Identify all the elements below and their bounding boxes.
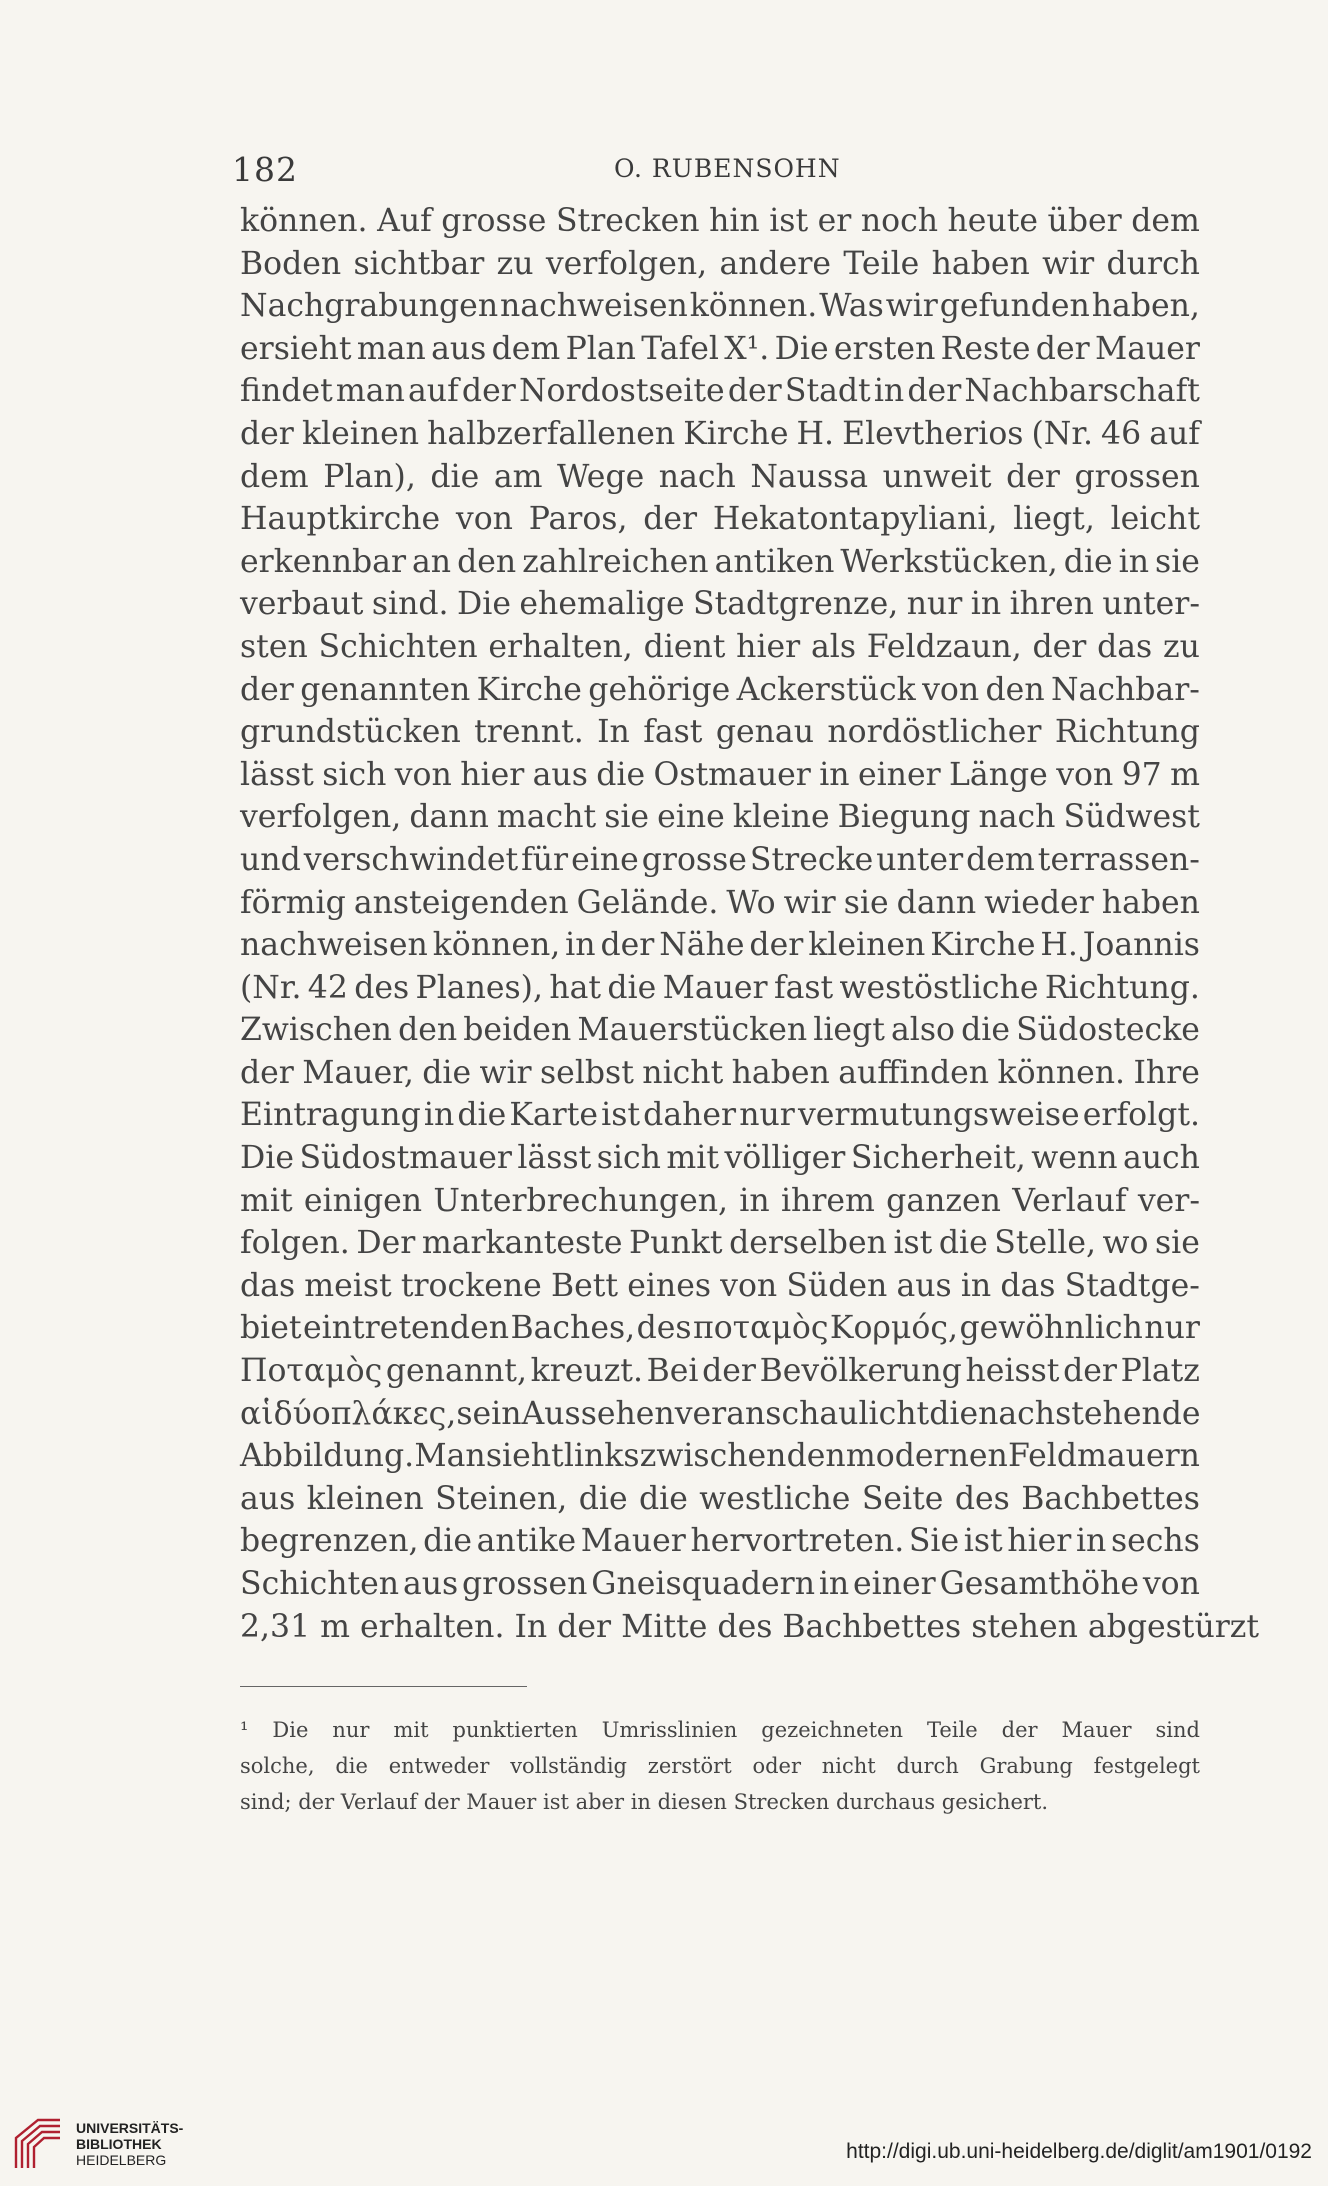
body-line: 2,31 m erhalten. In der Mitte des Bachbettes stehen abgestürzt xyxy=(240,1608,1260,1645)
body-line: folgen. Der markanteste Punkt derselben ist die Stelle, wo sie xyxy=(240,1225,1200,1262)
body-line: nachweisen können, in der Nähe der kleinen Kirche H. Joannis xyxy=(240,927,1200,964)
body-line: Ποταμὸς genannt, kreuzt. Bei der Bevölkerung heisst der Platz xyxy=(240,1353,1200,1390)
body-line: der Mauer, die wir selbst nicht haben auffinden können. Ihre xyxy=(240,1054,1200,1091)
running-head: O. RUBENSOHN xyxy=(614,154,841,183)
body-text xyxy=(240,200,1260,1648)
body-line: (Nr. 42 des Planes), hat die Mauer fast westöstliche Richtung. xyxy=(240,969,1200,1006)
body-line: sten Schichten erhalten, dient hier als Feldzaun, der das zu xyxy=(240,628,1200,665)
body-line: mit einigen Unterbrechungen, in ihrem ganzen Verlauf ver- xyxy=(240,1182,1200,1219)
body-line: verbaut sind. Die ehemalige Stadtgrenze, nur in ihren unter- xyxy=(240,586,1200,623)
library-emblem-icon xyxy=(12,2116,67,2171)
body-line: der genannten Kirche gehörige Ackerstück von den Nachbar- xyxy=(240,671,1200,708)
body-line: Schichten aus grossen Gneisquadern in einer Gesamthöhe von xyxy=(240,1566,1200,1602)
body-line: erkennbar an den zahlreichen antiken Werkstücken, die in sie xyxy=(240,543,1200,580)
body-line: aus kleinen Steinen, die die westliche Seite des Bachbettes xyxy=(240,1480,1200,1517)
body-line: können. Auf grosse Strecken hin ist er noch heute über dem xyxy=(240,203,1200,239)
body-line: Boden sichtbar zu verfolgen, andere Teile haben wir durch xyxy=(240,245,1200,282)
body-line: ersieht man aus dem Plan Tafel X¹. Die ersten Reste der Mauer xyxy=(240,330,1200,367)
footnote-line: ¹ Die nur mit punktierten Umrisslinien gezeichneten Teile der Mauer sind xyxy=(240,1718,1200,1742)
footnote-line: solche, die entweder vollständig zerstört oder nicht durch Grabung festgelegt xyxy=(240,1754,1200,1778)
body-line: biet eintretenden Baches, des ποταμὸς Κορμός, gewöhnlich nur xyxy=(240,1310,1200,1347)
body-line: Nachgrabungen nachweisen können. Was wir gefunden haben, xyxy=(240,288,1200,325)
footnotes xyxy=(240,1712,1200,1820)
body-line: lässt sich von hier aus die Ostmauer in einer Länge von 97 m xyxy=(240,756,1200,793)
logo-line-2: BIBLIOTHEK xyxy=(76,2136,162,2152)
body-line: Zwischen den beiden Mauerstücken liegt also die Südostecke xyxy=(240,1012,1200,1049)
body-line: Hauptkirche von Paros, der Hekatontapyliani, liegt, leicht xyxy=(240,501,1200,538)
body-line: der kleinen halbzerfallenen Kirche H. Elevtherios (Nr. 46 auf xyxy=(240,415,1200,452)
body-line: förmig ansteigenden Gelände. Wo wir sie dann wieder haben xyxy=(240,884,1200,921)
source-url-link[interactable]: http://digi.ub.uni-heidelberg.de/diglit/am1901/0192 xyxy=(846,2140,1312,2163)
body-line: findet man auf der Nordostseite der Stadt in der Nachbarschaft xyxy=(240,373,1200,410)
body-line: Eintragung in die Karte ist daher nur vermutungsweise erfolgt. xyxy=(240,1097,1200,1134)
logo-line-1: UNIVERSITÄTS- xyxy=(76,2120,184,2136)
body-line: Die Südostmauer lässt sich mit völliger Sicherheit, wenn auch xyxy=(240,1140,1200,1177)
footnote-divider xyxy=(240,1686,527,1687)
page-number: 182 xyxy=(232,150,298,189)
body-line: und verschwindet für eine grosse Strecke unter dem terrassen- xyxy=(240,841,1200,878)
body-line: das meist trockene Bett eines von Süden aus in das Stadtge- xyxy=(240,1267,1200,1304)
body-line: Abbildung. Man sieht links zwischen den modernen Feldmauern xyxy=(240,1438,1200,1475)
body-line: dem Plan), die am Wege nach Naussa unweit der grossen xyxy=(240,458,1200,495)
body-line: grundstücken trennt. In fast genau nordöstlicher Richtung xyxy=(240,714,1200,751)
footnote-line: sind; der Verlauf der Mauer ist aber in diesen Strecken durchaus gesichert. xyxy=(240,1790,1049,1814)
body-line: begrenzen, die antike Mauer hervortreten. Sie ist hier in sechs xyxy=(240,1523,1200,1560)
logo-line-3: HEIDELBERG xyxy=(76,2152,167,2168)
body-line: verfolgen, dann macht sie eine kleine Biegung nach Südwest xyxy=(240,799,1200,836)
library-logo xyxy=(10,2110,184,2176)
body-line: αἱ δύο πλάκες, sein Aussehen veranschaulicht die nachstehende xyxy=(240,1395,1201,1432)
